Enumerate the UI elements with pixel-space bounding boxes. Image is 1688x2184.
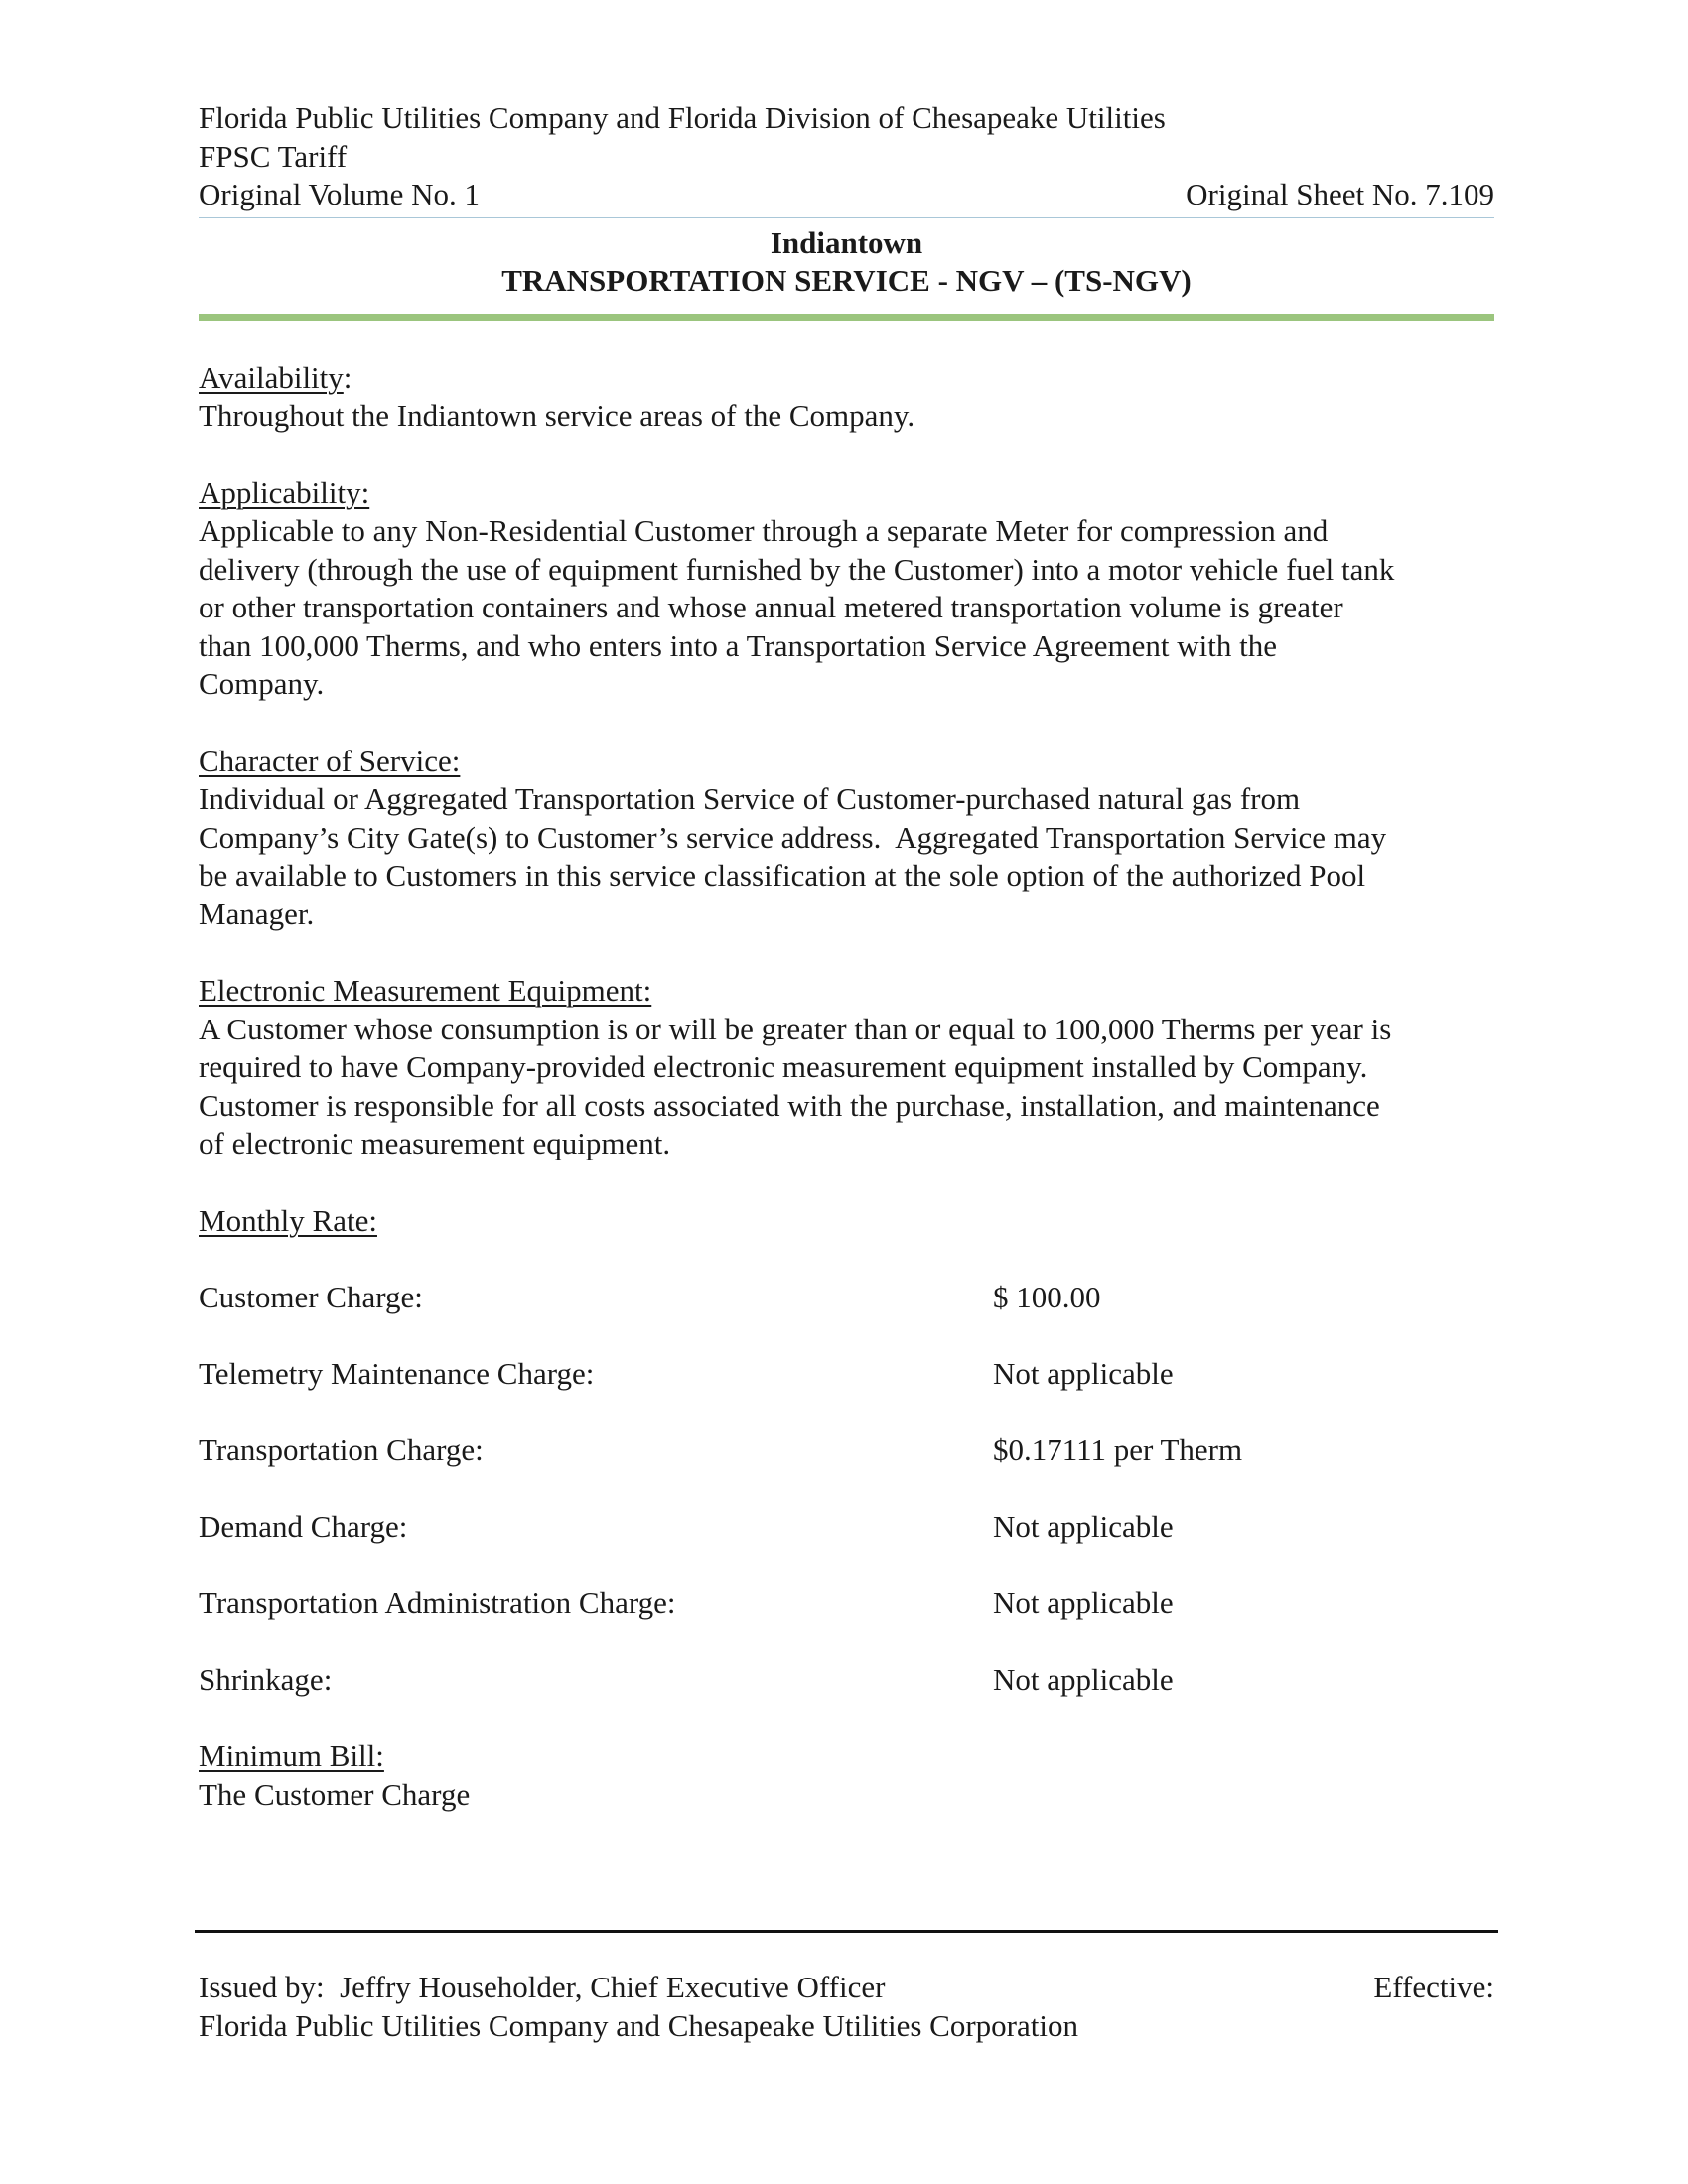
rate-label: Customer Charge: <box>199 1279 423 1314</box>
rate-row <box>199 1508 1494 1547</box>
electronic-measurement-section <box>199 972 1494 1163</box>
rate-label: Transportation Administration Charge: <box>199 1584 676 1620</box>
text-line: Applicable to any Non-Residential Customer through a separate Meter for compression and <box>199 513 1329 548</box>
rate-row <box>199 1584 1494 1623</box>
text-line: be available to Customers in this service classification at the sole option of the authorized Pool <box>199 858 1366 892</box>
rate-value: Not applicable <box>993 1355 1174 1391</box>
rate-label: Demand Charge: <box>199 1508 408 1544</box>
rate-value: Not applicable <box>993 1661 1174 1697</box>
availability-section <box>199 359 1494 436</box>
section-body: The Customer Charge <box>199 1776 471 1812</box>
rate-row <box>199 1355 1494 1394</box>
text-line: A Customer whose consumption is or will be greater than or equal to 100,000 Therms per year is <box>199 1011 1392 1046</box>
minimum-bill-section <box>199 1737 1494 1814</box>
rate-value: Not applicable <box>993 1508 1174 1544</box>
text-line: Company. <box>199 666 325 701</box>
rate-label: Shrinkage: <box>199 1661 333 1697</box>
section-heading: Availability: <box>199 359 352 395</box>
issued-line <box>195 1969 1498 2007</box>
character-of-service-section <box>199 743 1494 934</box>
rate-value: $0.17111 per Therm <box>993 1432 1243 1467</box>
rate-row <box>199 1432 1494 1470</box>
title-service: TRANSPORTATION SERVICE - NGV – (TS-NGV) <box>501 263 1192 298</box>
text-line: or other transportation containers and whose annual metered transportation volume is greater <box>199 590 1343 624</box>
tariff-line: FPSC Tariff <box>199 138 348 174</box>
section-heading: Monthly Rate: <box>199 1202 377 1238</box>
page-footer <box>195 1930 1498 2045</box>
rate-label: Telemetry Maintenance Charge: <box>199 1355 595 1391</box>
text-line: Customer is responsible for all costs associated with the purchase, installation, and maintenance <box>199 1087 1380 1123</box>
rate-value: Not applicable <box>993 1584 1174 1620</box>
section-body: Throughout the Indiantown service areas of the Company. <box>199 398 915 433</box>
volume-label: Original Volume No. 1 <box>199 177 481 211</box>
effective-label: Effective: <box>1373 1970 1494 2004</box>
text-line: than 100,000 Therms, and who enters into a Transportation Service Agreement with the <box>199 627 1277 663</box>
rate-row <box>199 1661 1494 1700</box>
text-line: of electronic measurement equipment. <box>199 1126 671 1160</box>
text-line: Individual or Aggregated Transportation Service of Customer-purchased natural gas from <box>199 781 1301 816</box>
text-line: Manager. <box>199 895 315 931</box>
page-title <box>199 224 1494 301</box>
title-divider <box>199 314 1494 321</box>
issued-by: Issued by: Jeffry Householder, Chief Executive Officer <box>199 1970 886 2004</box>
section-heading: Minimum Bill: <box>199 1738 384 1773</box>
page-header <box>199 99 1494 214</box>
text-line: delivery (through the use of equipment furnished by the Customer) into a motor vehicle fuel tank <box>199 551 1395 587</box>
text-line: required to have Company-provided electronic measurement equipment installed by Company. <box>199 1049 1368 1084</box>
tariff-page <box>199 99 1494 1814</box>
rate-value: $ 100.00 <box>993 1279 1101 1314</box>
section-heading: Electronic Measurement Equipment: <box>199 973 652 1008</box>
sheet-number: Original Sheet No. 7.109 <box>1186 177 1494 211</box>
footer-company: Florida Public Utilities Company and Chesapeake Utilities Corporation <box>199 2007 1078 2043</box>
section-heading: Character of Service: <box>199 743 461 778</box>
section-heading: Applicability: <box>199 475 370 510</box>
monthly-rate-section <box>199 1202 1494 1700</box>
footer-divider <box>195 1930 1498 1933</box>
rate-row <box>199 1279 1494 1317</box>
company-line: Florida Public Utilities Company and Florida Division of Chesapeake Utilities <box>199 100 1166 135</box>
volume-sheet-line <box>199 176 1494 214</box>
title-location: Indiantown <box>770 224 923 260</box>
text-line: Company’s City Gate(s) to Customer’s service address. Aggregated Transportation Service may <box>199 819 1387 855</box>
rate-label: Transportation Charge: <box>199 1432 484 1467</box>
applicability-section <box>199 475 1494 704</box>
header-divider <box>199 217 1494 218</box>
